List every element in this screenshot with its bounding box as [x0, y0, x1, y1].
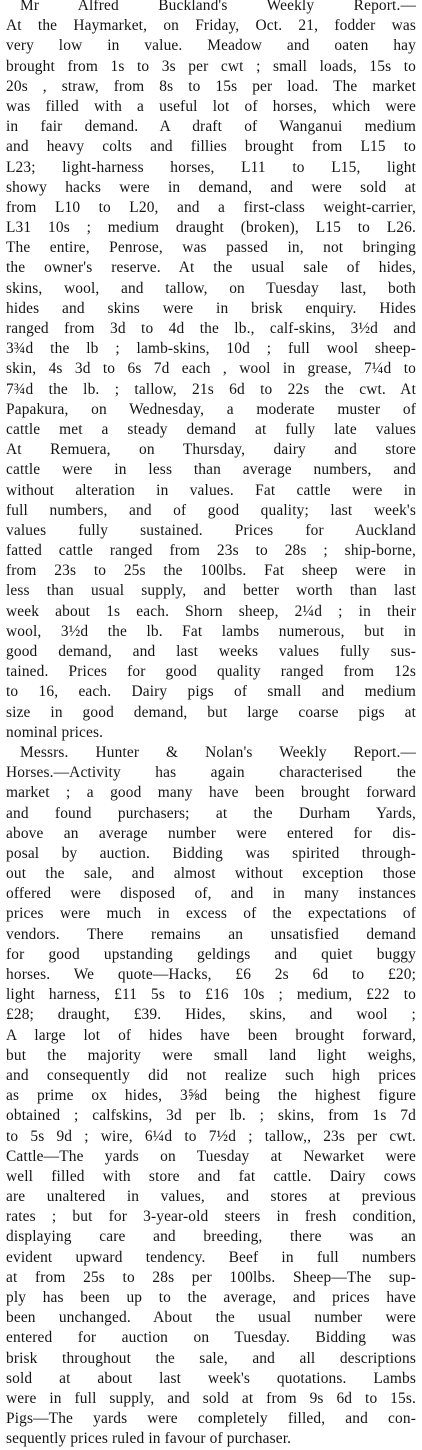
text-line: sequently prices ruled in favour of purchaser.	[6, 1430, 292, 1448]
text-line: less than usual supply, and better worth than last	[6, 582, 416, 600]
text-line: entered for auction on Tuesday. Bidding was	[6, 1329, 416, 1347]
text-line: are unaltered in values, and stores at previous	[6, 1188, 416, 1206]
text-line: cattle were in less than average numbers, and	[6, 461, 416, 479]
text-line: At the Haymarket, on Friday, Oct. 21, fodder was	[6, 17, 416, 35]
text-line: out the sale, and almost without exception those	[6, 865, 416, 883]
text-line: A large lot of hides have been brought forward,	[6, 1026, 416, 1044]
text-line: was filled with a useful lot of horses, which were	[6, 97, 416, 115]
text-line: tained. Prices for good quality ranged from 12s	[6, 663, 416, 681]
text-line: light harness, £11 5s to £16 10s ; medium, £22 to	[6, 986, 416, 1004]
text-line: £28; draught, £39. Hides, skins, and wool ;	[6, 1006, 416, 1024]
text-line: full numbers, and of good quality; last week's	[6, 501, 416, 519]
text-line: as prime ox hides, 3⅝d being the highest figure	[6, 1087, 416, 1105]
text-line: but the majority were small land light weighs,	[6, 1046, 416, 1064]
text-line: to 5s 9d ; wire, 6¼d to 7½d ; tallow,, 23s per cwt.	[6, 1127, 416, 1145]
text-line: rates ; but for 3-year-old steers in fresh condition,	[6, 1208, 416, 1226]
text-line: At Remuera, on Thursday, dairy and store	[6, 441, 416, 459]
text-line: at from 25s to 28s per 100lbs. Sheep—The sup-	[6, 1268, 416, 1286]
text-line: the owner's reserve. At the usual sale of hides,	[6, 259, 416, 277]
text-line: horses. We quote—Hacks, £6 2s 6d to £20;	[6, 966, 416, 983]
text-line: The entire, Penrose, was passed in, not bringing	[6, 239, 416, 257]
text-line: were in full supply, and sold at from 9s 6d to 15s.	[6, 1389, 416, 1407]
text-line: well filled with store and fat cattle. Dairy cows	[6, 1167, 416, 1185]
text-line: values fully sustained. Prices for Auckland	[6, 521, 416, 539]
text-line: wool, 3½d the lb. Fat lambs numerous, but in	[6, 622, 416, 640]
text-line: Horses.—Activity has again characterised the	[6, 764, 416, 782]
text-line: showy hacks were in demand, and were sold at	[6, 178, 416, 196]
text-line: fatted cattle ranged from 23s to 28s ; ship-borne,	[6, 542, 416, 560]
text-line: in fair demand. A draft of Wanganui medium	[6, 118, 416, 136]
text-line: offered were disposed of, and in many instances	[6, 885, 416, 903]
paragraph-buckland-report	[6, 0, 416, 743]
paragraph-hunter-nolan-report	[6, 743, 416, 1450]
text-line: and consequently did not realize such high prices	[6, 1066, 416, 1084]
text-line: to 16, each. Dairy pigs of small and medium	[6, 683, 416, 701]
text-line: nominal prices.	[6, 723, 104, 741]
text-line: market ; a good many have been brought forward	[6, 784, 416, 802]
text-line: week about 1s each. Shorn sheep, 2¼d ; in their	[6, 602, 416, 620]
text-line: from 23s to 25s the 100lbs. Fat sheep were in	[6, 562, 416, 580]
text-line: Papakura, on Wednesday, a moderate muster of	[6, 400, 416, 418]
text-line: Cattle—The yards on Tuesday at Newarket were	[6, 1147, 416, 1165]
text-line: ply has been up to the average, and prices have	[6, 1289, 416, 1306]
text-line: brisk throughout the sale, and all descriptions	[6, 1349, 416, 1367]
text-line: 7¾d the lb. ; tallow, 21s 6d to 22s the cwt. At	[6, 380, 416, 398]
text-line: prices were much in excess of the expectations of	[6, 905, 416, 923]
text-line: good demand, and last weeks values fully sus-	[6, 643, 416, 660]
text-line: L23; light-harness horses, L11 to L15, light	[6, 158, 416, 176]
newspaper-column	[6, 0, 416, 1450]
text-line: from L10 to L20, and a first-class weight-carrier,	[6, 198, 416, 216]
text-line: evident upward tendency. Beef in full numbers	[6, 1248, 416, 1266]
text-line: 3¾d the lb ; lamb-skins, 10d ; full wool sheep-	[6, 340, 416, 358]
text-line: very low in value. Meadow and oaten hay	[6, 37, 416, 55]
text-line: Messrs. Hunter & Nolan's Weekly Report.—	[20, 743, 416, 761]
text-line: obtained ; calfskins, 3d per lb. ; skins, from 1s 7d	[6, 1107, 416, 1125]
text-line: hides and skins were in brisk enquiry. Hides	[6, 299, 416, 317]
text-line: L31 10s ; medium draught (broken), L15 to L26.	[6, 219, 416, 237]
text-line: brought from 1s to 3s per cwt ; small loads, 15s to	[6, 57, 416, 75]
text-line: without alteration in values. Fat cattle were in	[6, 481, 416, 499]
text-line: been unchanged. About the usual number were	[6, 1309, 416, 1327]
text-line: and found purchasers; at the Durham Yards,	[6, 804, 416, 822]
text-line: vendors. There remains an unsatisfied demand	[6, 925, 416, 943]
text-line: sold at about last week's quotations. Lambs	[6, 1369, 416, 1387]
text-line: for good upstanding geldings and quiet buggy	[6, 945, 416, 963]
text-line: displaying care and breeding, there was an	[6, 1228, 416, 1246]
text-line: 20s , straw, from 8s to 15s per load. The market	[6, 77, 416, 95]
text-line: and heavy colts and fillies brought from L15 to	[6, 138, 416, 156]
text-line: posal by auction. Bidding was spirited through-	[6, 844, 416, 862]
text-line: above an average number were entered for dis-	[6, 824, 416, 842]
text-line: cattle met a steady demand at fully late values	[6, 420, 416, 438]
text-line: skin, 4s 3d to 6s 7d each , wool in grease, 7¼d to	[6, 360, 416, 378]
text-line: ranged from 3d to 4d the lb., calf-skins, 3½d and	[6, 320, 416, 337]
text-line: Pigs—The yards were completely filled, and con-	[6, 1410, 416, 1428]
text-line: size in good demand, but large coarse pigs at	[6, 703, 416, 721]
text-line: Mr Alfred Buckland's Weekly Report.—	[20, 0, 416, 14]
text-line: skins, wool, and tallow, on Tuesday last, both	[6, 279, 416, 297]
